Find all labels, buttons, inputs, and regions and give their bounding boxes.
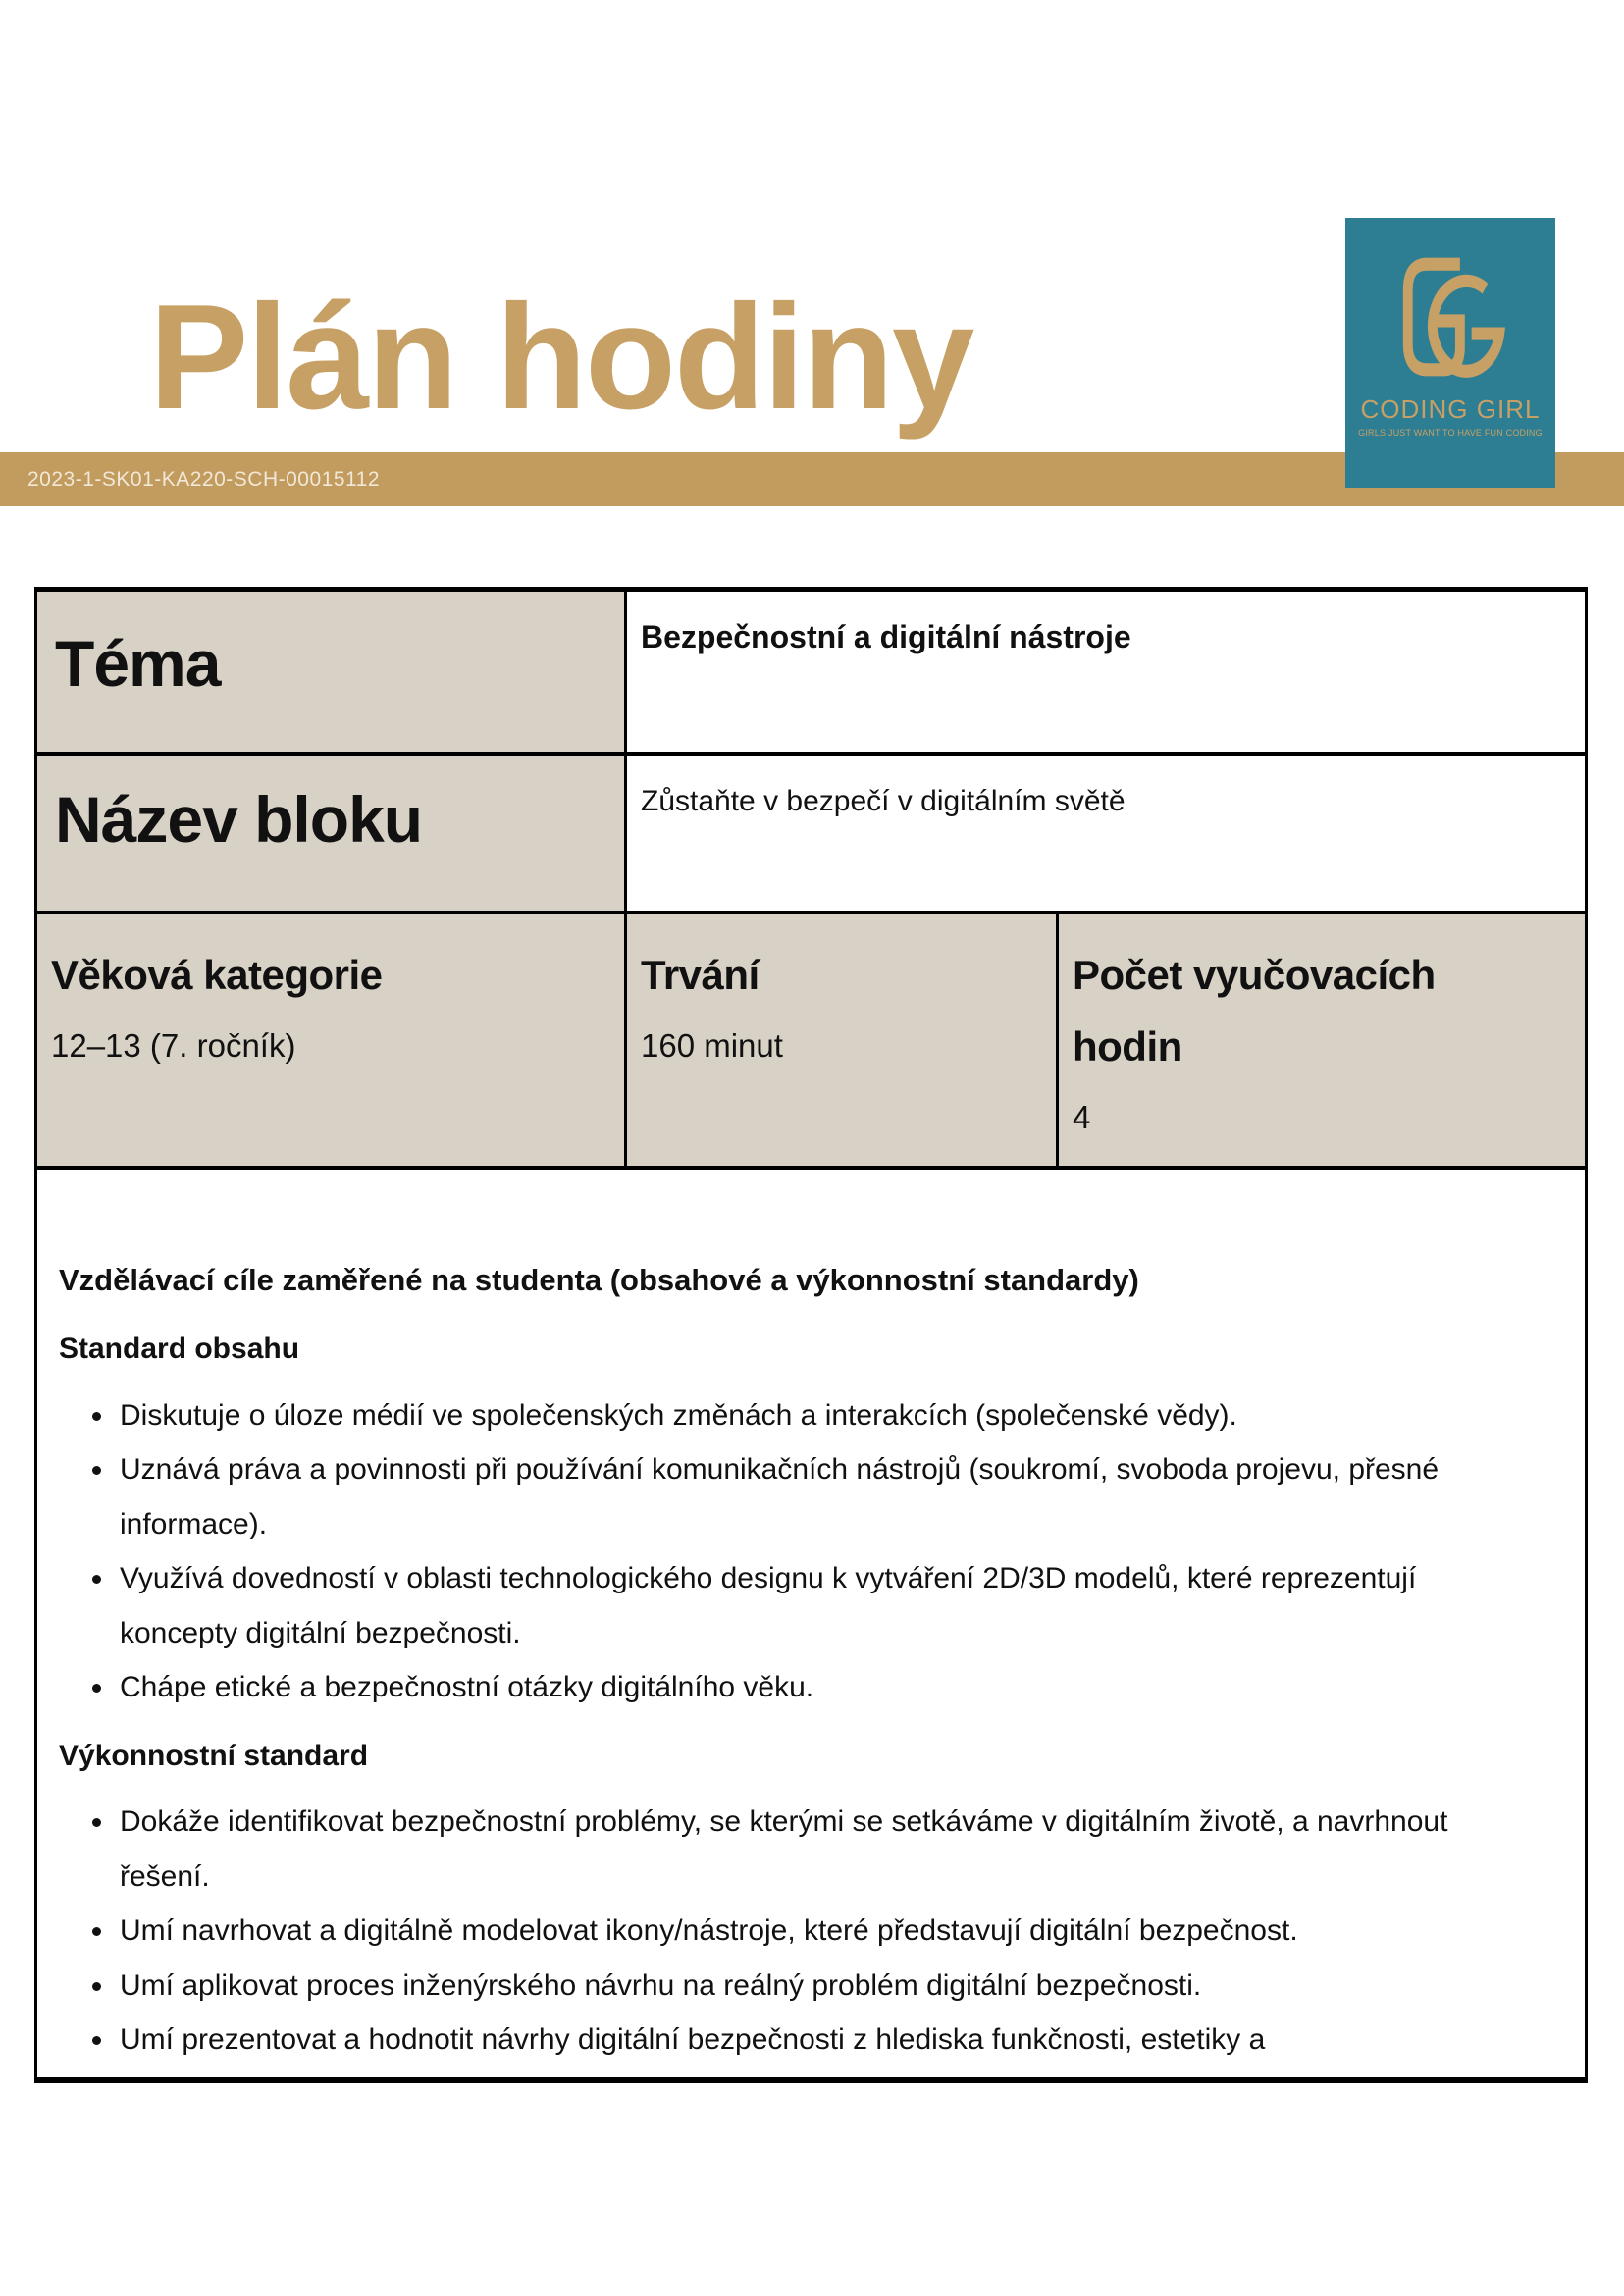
trvani-value: 160 minut xyxy=(641,1027,783,1065)
list-item: • Umí navrhovat a digitálně modelovat ikony/nástroje, které představují digitální bezpečnost. xyxy=(116,1904,1526,1958)
performance-standard-list xyxy=(59,1795,1526,2067)
list-item: • Chápe etické a bezpečnostní otázky digitálního věku. xyxy=(116,1660,1526,1715)
content-standard-subheading: Standard obsahu xyxy=(59,1332,300,1366)
content-standard-list xyxy=(59,1388,1526,1715)
project-code: 2023-1-SK01-KA220-SCH-00015112 xyxy=(27,468,380,491)
list-item: • Využívá dovedností v oblasti technologického designu k vytváření 2D/3D modelů, které reprezentují koncepty digitální bezpečnosti. xyxy=(116,1551,1526,1660)
coding-girl-monogram-icon xyxy=(1394,251,1510,383)
vekova-kategorie-cell xyxy=(37,914,627,1166)
list-item: • Umí aplikovat proces inženýrského návrhu na reálný problém digitální bezpečnosti. xyxy=(116,1958,1526,2013)
goals-heading: Vzdělávací cíle zaměřené na studenta (obsahové a výkonnostní standardy) xyxy=(59,1263,1139,1297)
list-item: • Umí prezentovat a hodnotit návrhy digitální bezpečnosti z hlediska funkčnosti, estetiky a xyxy=(116,2012,1526,2067)
logo-name: CODING GIRL xyxy=(1360,394,1541,424)
table-row-goals xyxy=(37,1170,1585,2077)
nazev-bloku-value-cell: Zůstaňte v bezpečí v digitálním světě xyxy=(641,785,1126,817)
goals-cell xyxy=(37,1170,1585,2077)
coding-girl-logo xyxy=(1345,218,1555,488)
performance-standard-subheading: Výkonnostní standard xyxy=(59,1739,369,1772)
tema-value-cell: Bezpečnostní a digitální nástroje xyxy=(641,619,1131,654)
logo-tagline: GIRLS JUST WANT TO HAVE FUN CODING xyxy=(1358,428,1543,438)
table-row-tema xyxy=(37,592,1585,756)
pocet-hodin-cell xyxy=(1059,914,1585,1166)
trvani-cell xyxy=(627,914,1059,1166)
list-item: • Uznává práva a povinnosti při používání komunikačních nástrojů (soukromí, svoboda projevu, přesné informace). xyxy=(116,1442,1526,1551)
trvani-label: Trvání xyxy=(641,952,760,998)
table-row-info xyxy=(37,914,1585,1170)
lesson-plan-table xyxy=(34,587,1588,2083)
pocet-hodin-value: 4 xyxy=(1073,1099,1091,1136)
vekova-kategorie-label: Věková kategorie xyxy=(51,952,383,998)
vekova-kategorie-value: 12–13 (7. ročník) xyxy=(51,1027,296,1065)
table-row-nazev-bloku xyxy=(37,756,1585,914)
page-title: Plán hodiny xyxy=(149,274,973,441)
list-item: • Diskutuje o úloze médií ve společenských změnách a interakcích (společenské vědy). xyxy=(116,1388,1526,1443)
tema-label-cell: Téma xyxy=(37,592,627,752)
nazev-bloku-label-cell: Název bloku xyxy=(37,756,627,911)
pocet-hodin-label: Počet vyučovacích hodin xyxy=(1073,952,1436,1070)
list-item: • Dokáže identifikovat bezpečnostní problémy, se kterými se setkáváme v digitálním životě, a navrhnout řešení. xyxy=(116,1795,1526,1904)
